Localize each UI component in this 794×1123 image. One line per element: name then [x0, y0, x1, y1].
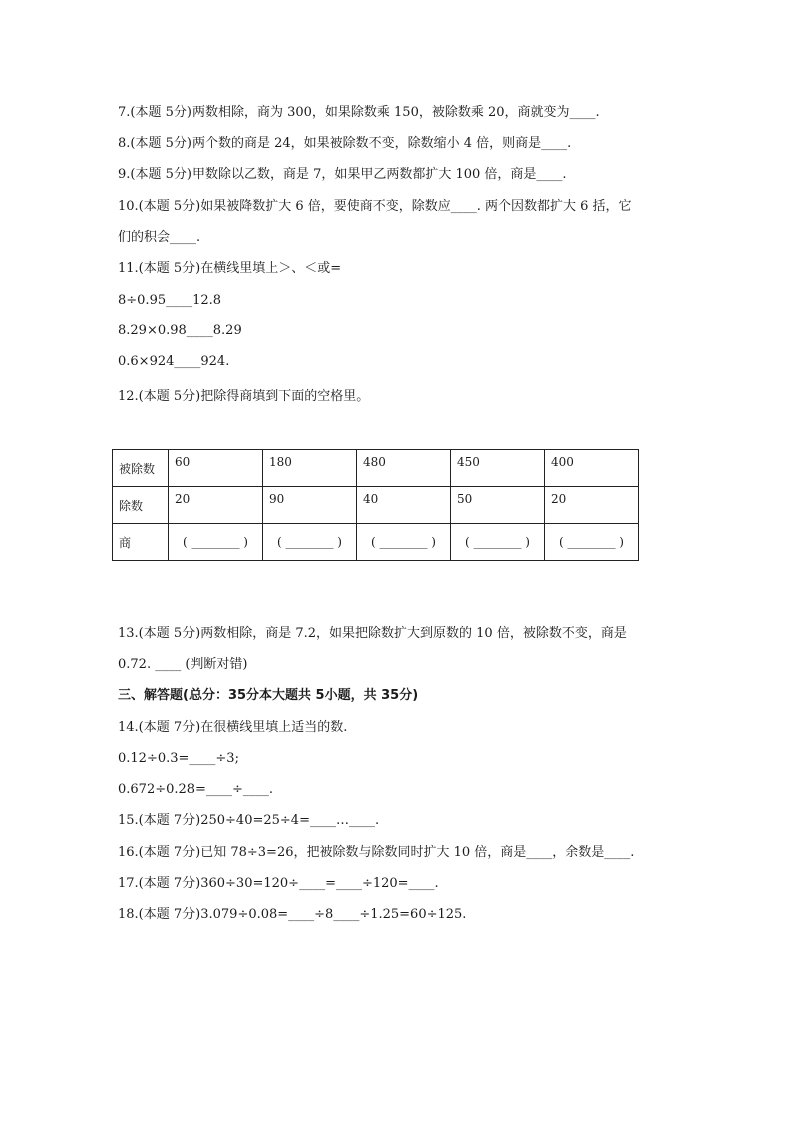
dividend-cell: 60	[169, 450, 263, 487]
row-label-divisor: 除数	[113, 487, 169, 524]
dividend-cell: 180	[263, 450, 357, 487]
dividend-cell: 480	[357, 450, 451, 487]
divisor-cell: 40	[357, 487, 451, 524]
row-label-quotient: 商	[113, 524, 169, 561]
divisor-cell: 90	[263, 487, 357, 524]
table-row	[113, 524, 639, 561]
question-11-b: 8.29×0.98____8.29	[118, 323, 242, 338]
question-14-a: 0.12÷0.3=____÷3;	[118, 751, 239, 766]
question-7: 7.(本题 5分)两数相除，商为 300，如果除数乘 150，被除数乘 20，商就变为____.	[118, 105, 600, 120]
quotient-answer-cell[interactable]: ( ________ )	[545, 524, 639, 561]
quotient-answer-cell[interactable]: ( ________ )	[263, 524, 357, 561]
row-label-dividend: 被除数	[113, 450, 169, 487]
question-14-b: 0.672÷0.28=____÷____.	[118, 782, 273, 797]
divisor-cell: 50	[451, 487, 545, 524]
question-11-a: 8÷0.95____12.8	[118, 293, 222, 308]
question-17: 17.(本题 7分)360÷30=120÷____=____÷120=____.	[118, 876, 439, 891]
question-10-line2: 们的积会____.	[118, 230, 201, 245]
divisor-cell: 20	[169, 487, 263, 524]
dividend-cell: 450	[451, 450, 545, 487]
quotient-answer-cell[interactable]: ( ________ )	[357, 524, 451, 561]
question-16: 16.(本题 7分)已知 78÷3=26，把被除数与除数同时扩大 10 倍，商是____，余数是____.	[118, 845, 635, 860]
question-11-c: 0.6×924____924.	[118, 354, 230, 369]
question-11: 11.(本题 5分)在横线里填上＞、＜或=	[118, 261, 342, 276]
section-3-heading: 三、解答题(总分：35分本大题共 5小题，共 35分)	[118, 688, 419, 703]
question-18: 18.(本题 7分)3.079÷0.08=____÷8____÷1.25=60÷125.	[118, 907, 467, 922]
quotient-answer-cell[interactable]: ( ________ )	[169, 524, 263, 561]
quotient-answer-cell[interactable]: ( ________ )	[451, 524, 545, 561]
question-9: 9.(本题 5分)甲数除以乙数，商是 7，如果甲乙两数都扩大 100 倍，商是____.	[118, 167, 567, 182]
quotient-table	[112, 449, 639, 561]
table-row	[113, 450, 639, 487]
question-12: 12.(本题 5分)把除得商填到下面的空格里。	[118, 389, 370, 404]
dividend-cell: 400	[545, 450, 639, 487]
question-13-line1: 13.(本题 5分)两数相除，商是 7.2，如果把除数扩大到原数的 10 倍，被除数不变，商是	[118, 626, 627, 641]
question-13-line2: 0.72. ____ (判断对错)	[118, 657, 248, 672]
question-8: 8.(本题 5分)两个数的商是 24，如果被除数不变，除数缩小 4 倍，则商是____.	[118, 136, 572, 151]
question-10-line1: 10.(本题 5分)如果被降数扩大 6 倍，要使商不变，除数应____. 两个因数都扩大 6 括，它	[118, 199, 632, 214]
table-row	[113, 487, 639, 524]
question-15: 15.(本题 7分)250÷40=25÷4=____…____.	[118, 813, 380, 828]
divisor-cell: 20	[545, 487, 639, 524]
question-14: 14.(本题 7分)在很横线里填上适当的数.	[118, 720, 348, 735]
